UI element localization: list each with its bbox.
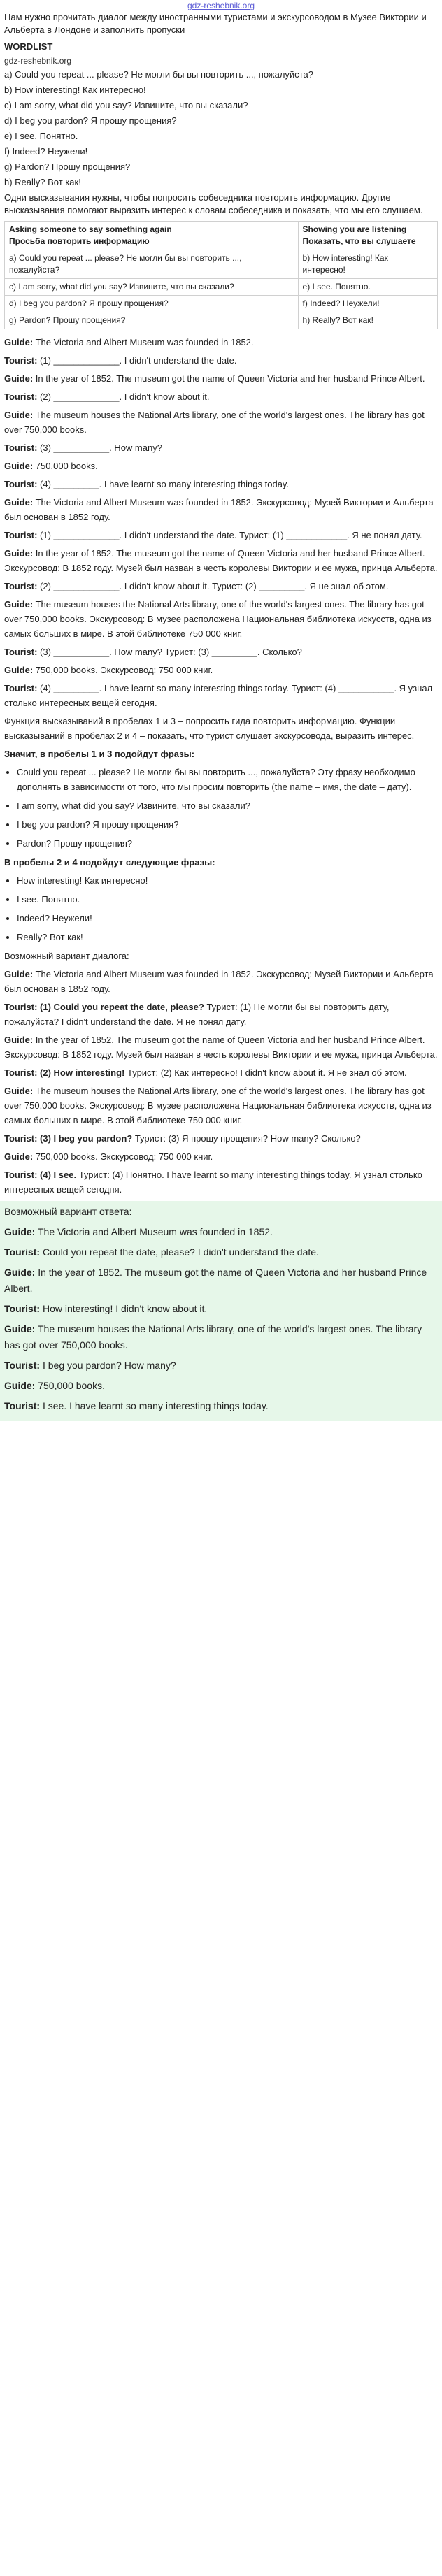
speaker-label: Guide:	[4, 1151, 34, 1162]
dialogue-line	[4, 371, 438, 386]
answer-phrase: I beg you pardon?	[53, 1133, 133, 1144]
speaker-label: Guide:	[4, 410, 34, 420]
dialogue-line	[4, 440, 438, 455]
explanation-text: Одни высказывания нужны, чтобы попросить собеседника повторить информацию. Другие высказывания помогают выразить интерес к словам собеседника и показать, что мы его слушаем.	[4, 192, 423, 215]
speaker-label: Guide:	[4, 1086, 34, 1096]
list-item: • I beg you pardon? Я прошу прощения?	[17, 817, 438, 832]
speaker-label: Guide:	[4, 497, 34, 508]
wordlist-item: d) I beg you pardon? Я прошу прощения?	[4, 115, 177, 126]
line-text: Турист: (1) Не могли бы вы повторить дату, пожалуйста? I didn't understand the date. Я не понял дату.	[4, 1002, 390, 1027]
gaps13-list	[4, 765, 438, 851]
speaker-label: Tourist:	[4, 683, 38, 693]
speaker-label: Guide:	[4, 1226, 36, 1237]
gaps24-heading: В пробелы 2 и 4 подойдут следующие фразы:	[4, 857, 215, 868]
header-left-ru: Просьба повторить информацию	[9, 236, 150, 246]
site-header-link[interactable]: gdz-reshebnik.org	[187, 1, 255, 10]
line-text: Турист: (3) Я прошу прощения? How many? Сколько?	[132, 1133, 361, 1144]
task-text: Нам нужно прочитать диалог между иностранными туристами и экскурсоводом в Музее Виктории и Альберта в Лондоне и заполнить пропуски	[4, 12, 427, 35]
table-body	[5, 250, 438, 329]
dialogue-line	[4, 1301, 438, 1317]
speaker-label: Tourist:	[4, 1303, 41, 1314]
function-text: Функция высказываний в пробелах 1 и 3 – попросить гида повторить информацию. Функции высказываний в пробелах 2 и 4 – показать, что турист слушает экскурсовода, выразить интерес.	[4, 716, 415, 741]
line-text: (1) _____________. I didn't understand the date.	[40, 355, 237, 366]
speaker-label: Tourist:	[4, 581, 38, 591]
line-text: (2) _____________. I didn't know about it.	[40, 391, 210, 402]
wordlist-item: b) How interesting! Как интересно!	[4, 85, 146, 95]
speaker-label: Guide:	[4, 373, 34, 384]
speaker-label: Tourist:	[4, 1170, 38, 1180]
gaps24-list	[4, 873, 438, 944]
speaker-label: Guide:	[4, 665, 34, 675]
list-item: • Indeed? Неужели!	[17, 911, 438, 926]
line-text: (1) _____________. I didn't understand the date. Турист: (1) ____________. Я не понял дату.	[40, 530, 422, 540]
line-text: I beg you pardon? How many?	[42, 1360, 176, 1371]
speaker-label: Tourist:	[4, 1400, 41, 1411]
table-cell: f) Indeed? Неужели!	[298, 296, 437, 312]
line-text: Could you repeat the date, please? I didn't understand the date.	[42, 1246, 319, 1258]
dialogue-line	[4, 353, 438, 368]
dialogue-line	[4, 546, 438, 575]
dialogue-line	[4, 1065, 438, 1080]
wordlist-item: g) Pardon? Прошу прощения?	[4, 161, 131, 172]
wordlist-item: e) I see. Понятно.	[4, 131, 78, 141]
dialogue-line	[4, 1131, 438, 1146]
dialogue-line	[4, 1321, 438, 1353]
gap-number: (3)	[40, 1133, 54, 1144]
line-text: In the year of 1852. The museum got the name of Queen Victoria and her husband Prince Albert. Экскурсовод: В 1852 году. Музей был назван в честь королевы Виктории и ее мужа, принца Альберта.	[4, 1035, 438, 1060]
speaker-label: Guide:	[4, 548, 34, 559]
line-text: 750,000 books. Экскурсовод: 750 000 книг.	[35, 665, 213, 675]
dialogue-line	[4, 477, 438, 491]
line-text: (4) _________. I have learnt so many interesting things today.	[40, 479, 290, 489]
header-right-ru: Показать, что вы слушаете	[302, 236, 416, 246]
line-text: The Victoria and Albert Museum was founded in 1852. Экскурсовод: Музей Виктории и Альберта был основан в 1852 году.	[4, 969, 434, 994]
line-text: The Victoria and Albert Museum was founded in 1852.	[35, 337, 254, 347]
line-text: The museum houses the National Arts library, one of the world's largest ones. The library has got over 750,000 books. Экскурсовод: В музее расположена Национальная библиотека искусств, одна из самых больших в мире. В этой библиотеке 750 000 книг.	[4, 1086, 432, 1125]
gaps13-heading: Значит, в пробелы 1 и 3 подойдут фразы:	[4, 749, 195, 759]
list-item: • Really? Вот как!	[17, 930, 438, 944]
final-heading: Возможный вариант ответа:	[4, 1206, 132, 1217]
wordlist-item: h) Really? Вот как!	[4, 177, 81, 187]
header-left-en: Asking someone to say something again	[9, 224, 172, 234]
line-text: How interesting! I didn't know about it.	[42, 1303, 208, 1314]
line-text: Турист: (2) Как интересно! I didn't know about it. Я не знал об этом.	[124, 1067, 407, 1078]
dialogue-bilingual	[4, 495, 438, 710]
dialogue-line	[4, 495, 438, 524]
line-text: In the year of 1852. The museum got the name of Queen Victoria and her husband Prince Albert.	[35, 373, 425, 384]
dialogue-line	[4, 1378, 438, 1394]
gap-number: (4)	[40, 1170, 54, 1180]
line-text: 750,000 books.	[35, 461, 98, 471]
dialogue-line	[4, 335, 438, 350]
wordlist-label: WORDLIST	[4, 41, 53, 52]
list-item: • Pardon? Прошу прощения?	[17, 836, 438, 851]
line-text: The museum houses the National Arts library, one of the world's largest ones. The library has got over 750,000 books. Экскурсовод: В музее расположена Национальная библиотека искусств, одна из самых больших в мире. В этой библиотеке 750 000 книг.	[4, 599, 432, 639]
line-text: Турист: (4) Понятно. I have learnt so many interesting things today. Я узнал столько интересных вещей сегодня.	[4, 1170, 422, 1195]
answer-box	[0, 1201, 442, 1421]
speaker-label: Guide:	[4, 1035, 34, 1045]
line-text: (2) _____________. I didn't know about it. Турист: (2) _________. Я не знал об этом.	[40, 581, 389, 591]
dialogue-line	[4, 1084, 438, 1128]
speaker-label: Guide:	[4, 337, 34, 347]
watermark: gdz-reshebnik.org	[4, 56, 72, 66]
table-cell: a) Could you repeat ... please? Не могли бы вы повторить ..., пожалуйста?	[5, 250, 299, 279]
dialogue-line	[4, 1000, 438, 1029]
table-cell: d) I beg you pardon? Я прошу прощения?	[5, 296, 299, 312]
table-row	[5, 312, 438, 329]
line-text: The Victoria and Albert Museum was founded in 1852. Экскурсовод: Музей Виктории и Альберта был основан в 1852 году.	[4, 497, 434, 522]
dialogue-variant	[4, 967, 438, 1197]
speaker-label: Tourist:	[4, 479, 38, 489]
dialogue-line	[4, 1244, 438, 1260]
list-item: • I am sorry, what did you say? Извините, что вы сказали?	[17, 798, 438, 813]
wordlist-item: a) Could you repeat ... please? Не могли бы вы повторить ..., пожалуйста?	[4, 69, 313, 80]
speaker-label: Guide:	[4, 599, 34, 610]
speaker-label: Guide:	[4, 1323, 36, 1334]
gap-number: (2)	[40, 1067, 54, 1078]
line-text: The museum houses the National Arts library, one of the world's largest ones. The library has got over 750,000 books.	[4, 1323, 422, 1351]
line-text: (4) _________. I have learnt so many interesting things today. Турист: (4) ___________. Я узнал столько интересных вещей сегодня.	[4, 683, 433, 708]
speaker-label: Tourist:	[4, 1067, 38, 1078]
dialogue-line	[4, 1224, 438, 1240]
header-right-en: Showing you are listening	[302, 224, 407, 234]
dialogue-line	[4, 528, 438, 542]
line-text: The museum houses the National Arts library, one of the world's largest ones. The library has got over 750,000 books.	[4, 410, 425, 435]
phrases-table	[4, 221, 438, 329]
dialogue-line	[4, 459, 438, 473]
table-cell: g) Pardon? Прошу прощения?	[5, 312, 299, 329]
table-cell: b) How interesting! Как интересно!	[298, 250, 437, 279]
speaker-label: Guide:	[4, 1380, 36, 1391]
dialogue-line	[4, 1149, 438, 1164]
table-cell: h) Really? Вот как!	[298, 312, 437, 329]
table-row	[5, 296, 438, 312]
line-text: In the year of 1852. The museum got the name of Queen Victoria and her husband Prince Albert.	[4, 1267, 427, 1294]
speaker-label: Guide:	[4, 461, 34, 471]
speaker-label: Tourist:	[4, 355, 38, 366]
speaker-label: Guide:	[4, 969, 34, 979]
answer-phrase: How interesting!	[53, 1067, 125, 1078]
dialogue-line	[4, 408, 438, 437]
wordlist-item: c) I am sorry, what did you say? Извините, что вы сказали?	[4, 100, 248, 110]
line-text: In the year of 1852. The museum got the name of Queen Victoria and her husband Prince Albert. Экскурсовод: В 1852 году. Музей был назван в честь королевы Виктории и ее мужа, принца Альберта.	[4, 548, 438, 573]
speaker-label: Tourist:	[4, 1360, 41, 1371]
speaker-label: Guide:	[4, 1267, 36, 1278]
table-header-right	[298, 222, 437, 250]
table-cell: e) I see. Понятно.	[298, 279, 437, 296]
list-item: • Could you repeat ... please? Не могли бы вы повторить ..., пожалуйста? Эту фразу необходимо дополнять в зависимости от того, что мы просим повторить (the name – имя, the date – дату).	[17, 765, 438, 794]
dialogue-english	[4, 335, 438, 491]
dialogue-line	[4, 681, 438, 710]
speaker-label: Tourist:	[4, 391, 38, 402]
dialogue-line	[4, 1032, 438, 1062]
table-header-left	[5, 222, 299, 250]
speaker-label: Tourist:	[4, 442, 38, 453]
dialogue-line	[4, 597, 438, 641]
dialogue-line	[4, 1398, 438, 1414]
line-text: (3) ___________. How many? Турист: (3) _________. Сколько?	[40, 647, 302, 657]
table-row	[5, 250, 438, 279]
line-text: The Victoria and Albert Museum was founded in 1852.	[37, 1226, 273, 1237]
dialogue-line	[4, 1167, 438, 1197]
table-cell: c) I am sorry, what did you say? Извините, что вы сказали?	[5, 279, 299, 296]
dialogue-line	[4, 967, 438, 996]
wordlist-item: f) Indeed? Неужели!	[4, 146, 88, 157]
list-item: • How interesting! Как интересно!	[17, 873, 438, 888]
final-dialogue	[4, 1224, 438, 1414]
dialogue-line	[4, 1265, 438, 1297]
answer-phrase: Could you repeat the date, please?	[53, 1002, 204, 1012]
speaker-label: Tourist:	[4, 647, 38, 657]
line-text: (3) ___________. How many?	[40, 442, 162, 453]
line-text: 750,000 books.	[38, 1380, 105, 1391]
line-text: 750,000 books. Экскурсовод: 750 000 книг.	[35, 1151, 213, 1162]
dialogue-line	[4, 1358, 438, 1374]
dialogue-line	[4, 579, 438, 593]
table-header-row	[5, 222, 438, 250]
speaker-label: Tourist:	[4, 1246, 41, 1258]
dialogue-line	[4, 663, 438, 677]
line-text: I see. I have learnt so many interesting things today.	[42, 1400, 269, 1411]
variant-heading: Возможный вариант диалога:	[4, 951, 129, 961]
wordlist	[4, 69, 438, 189]
dialogue-line	[4, 645, 438, 659]
dialogue-line	[4, 389, 438, 404]
gap-number: (1)	[40, 1002, 54, 1012]
table-row	[5, 279, 438, 296]
speaker-label: Tourist:	[4, 1133, 38, 1144]
list-item: • I see. Понятно.	[17, 892, 438, 907]
answer-phrase: I see.	[53, 1170, 77, 1180]
speaker-label: Tourist:	[4, 530, 38, 540]
speaker-label: Tourist:	[4, 1002, 38, 1012]
